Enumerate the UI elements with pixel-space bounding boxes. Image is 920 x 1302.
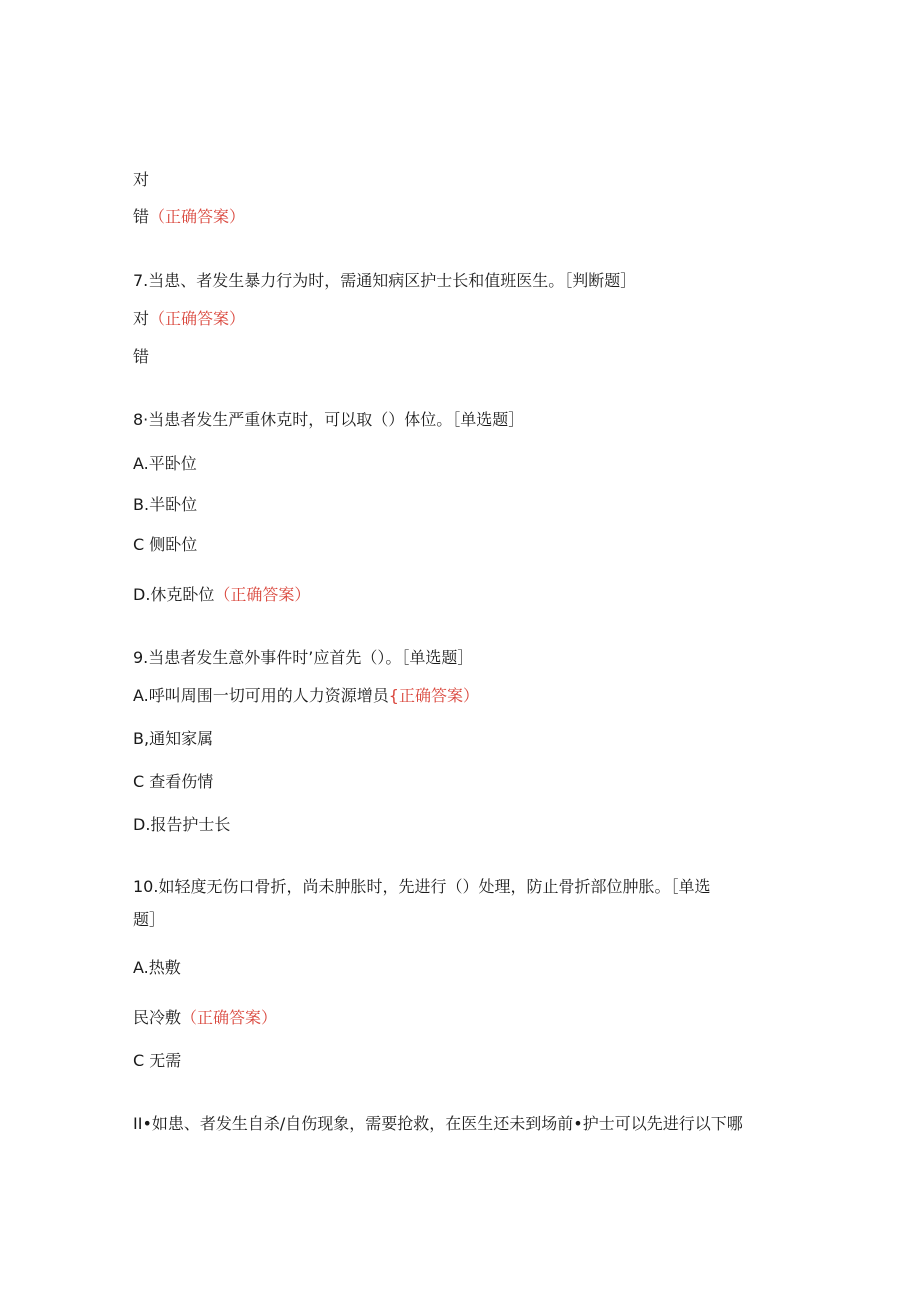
q10-option-a: A.热敷 <box>133 958 181 977</box>
q6-option-false <box>133 207 245 227</box>
option-text: 错 <box>133 207 150 226</box>
correct-answer-tag: （正确答案） <box>149 207 246 226</box>
option-text: A.呼叫周围一切可用的人力资源增员 <box>133 686 389 705</box>
correct-answer-tag: （正确答案） <box>181 1008 278 1027</box>
q10-option-b <box>133 1008 277 1028</box>
option-text: 错 <box>133 347 150 366</box>
q7-option-false <box>133 347 149 367</box>
correct-answer-tag: （正确答案） <box>214 585 311 604</box>
q9-option-b: B,通知家属 <box>133 729 214 748</box>
q8-option-d <box>133 585 310 605</box>
q7-option-true <box>133 309 245 329</box>
q8-question: 8·当患者发生严重休克时，可以取（）体位。［单选题］ <box>133 410 525 429</box>
q9-option-d: D.报告护士长 <box>133 815 231 834</box>
q7-question: 7.当患、者发生暴力行为时，需通知病区护士长和值班医生。［判断题］ <box>133 271 637 290</box>
q10-question-line2: 题］ <box>133 910 166 929</box>
option-text: D.休克卧位 <box>133 585 215 604</box>
q8-option-b: B.半卧位 <box>133 495 198 514</box>
q10-question-line1: 10.如轻度无伤口骨折，尚未肿胀时，先进行（）处理，防止骨折部位肿胀。［单选 <box>133 877 711 896</box>
option-text: 对 <box>133 170 150 189</box>
q9-option-c: C 查看伤情 <box>133 772 214 791</box>
q9-option-a <box>133 686 479 706</box>
q6-option-true <box>133 170 149 190</box>
q11-question: II•如患、者发生自杀/自伤现象，需要抢救，在医生还未到场前•护士可以先进行以下哪 <box>133 1114 743 1133</box>
option-text: 对 <box>133 309 150 328</box>
q9-question: 9.当患者发生意外事件时’应首先（）。［单选题］ <box>133 648 474 667</box>
q8-option-c: C 侧卧位 <box>133 535 198 554</box>
option-text: 民冷敷 <box>133 1008 182 1027</box>
correct-answer-tag: （正确答案） <box>149 309 246 328</box>
q8-option-a: A.平卧位 <box>133 454 197 473</box>
correct-answer-tag: {正确答案） <box>388 686 479 705</box>
q10-option-c: C 无需 <box>133 1051 182 1070</box>
